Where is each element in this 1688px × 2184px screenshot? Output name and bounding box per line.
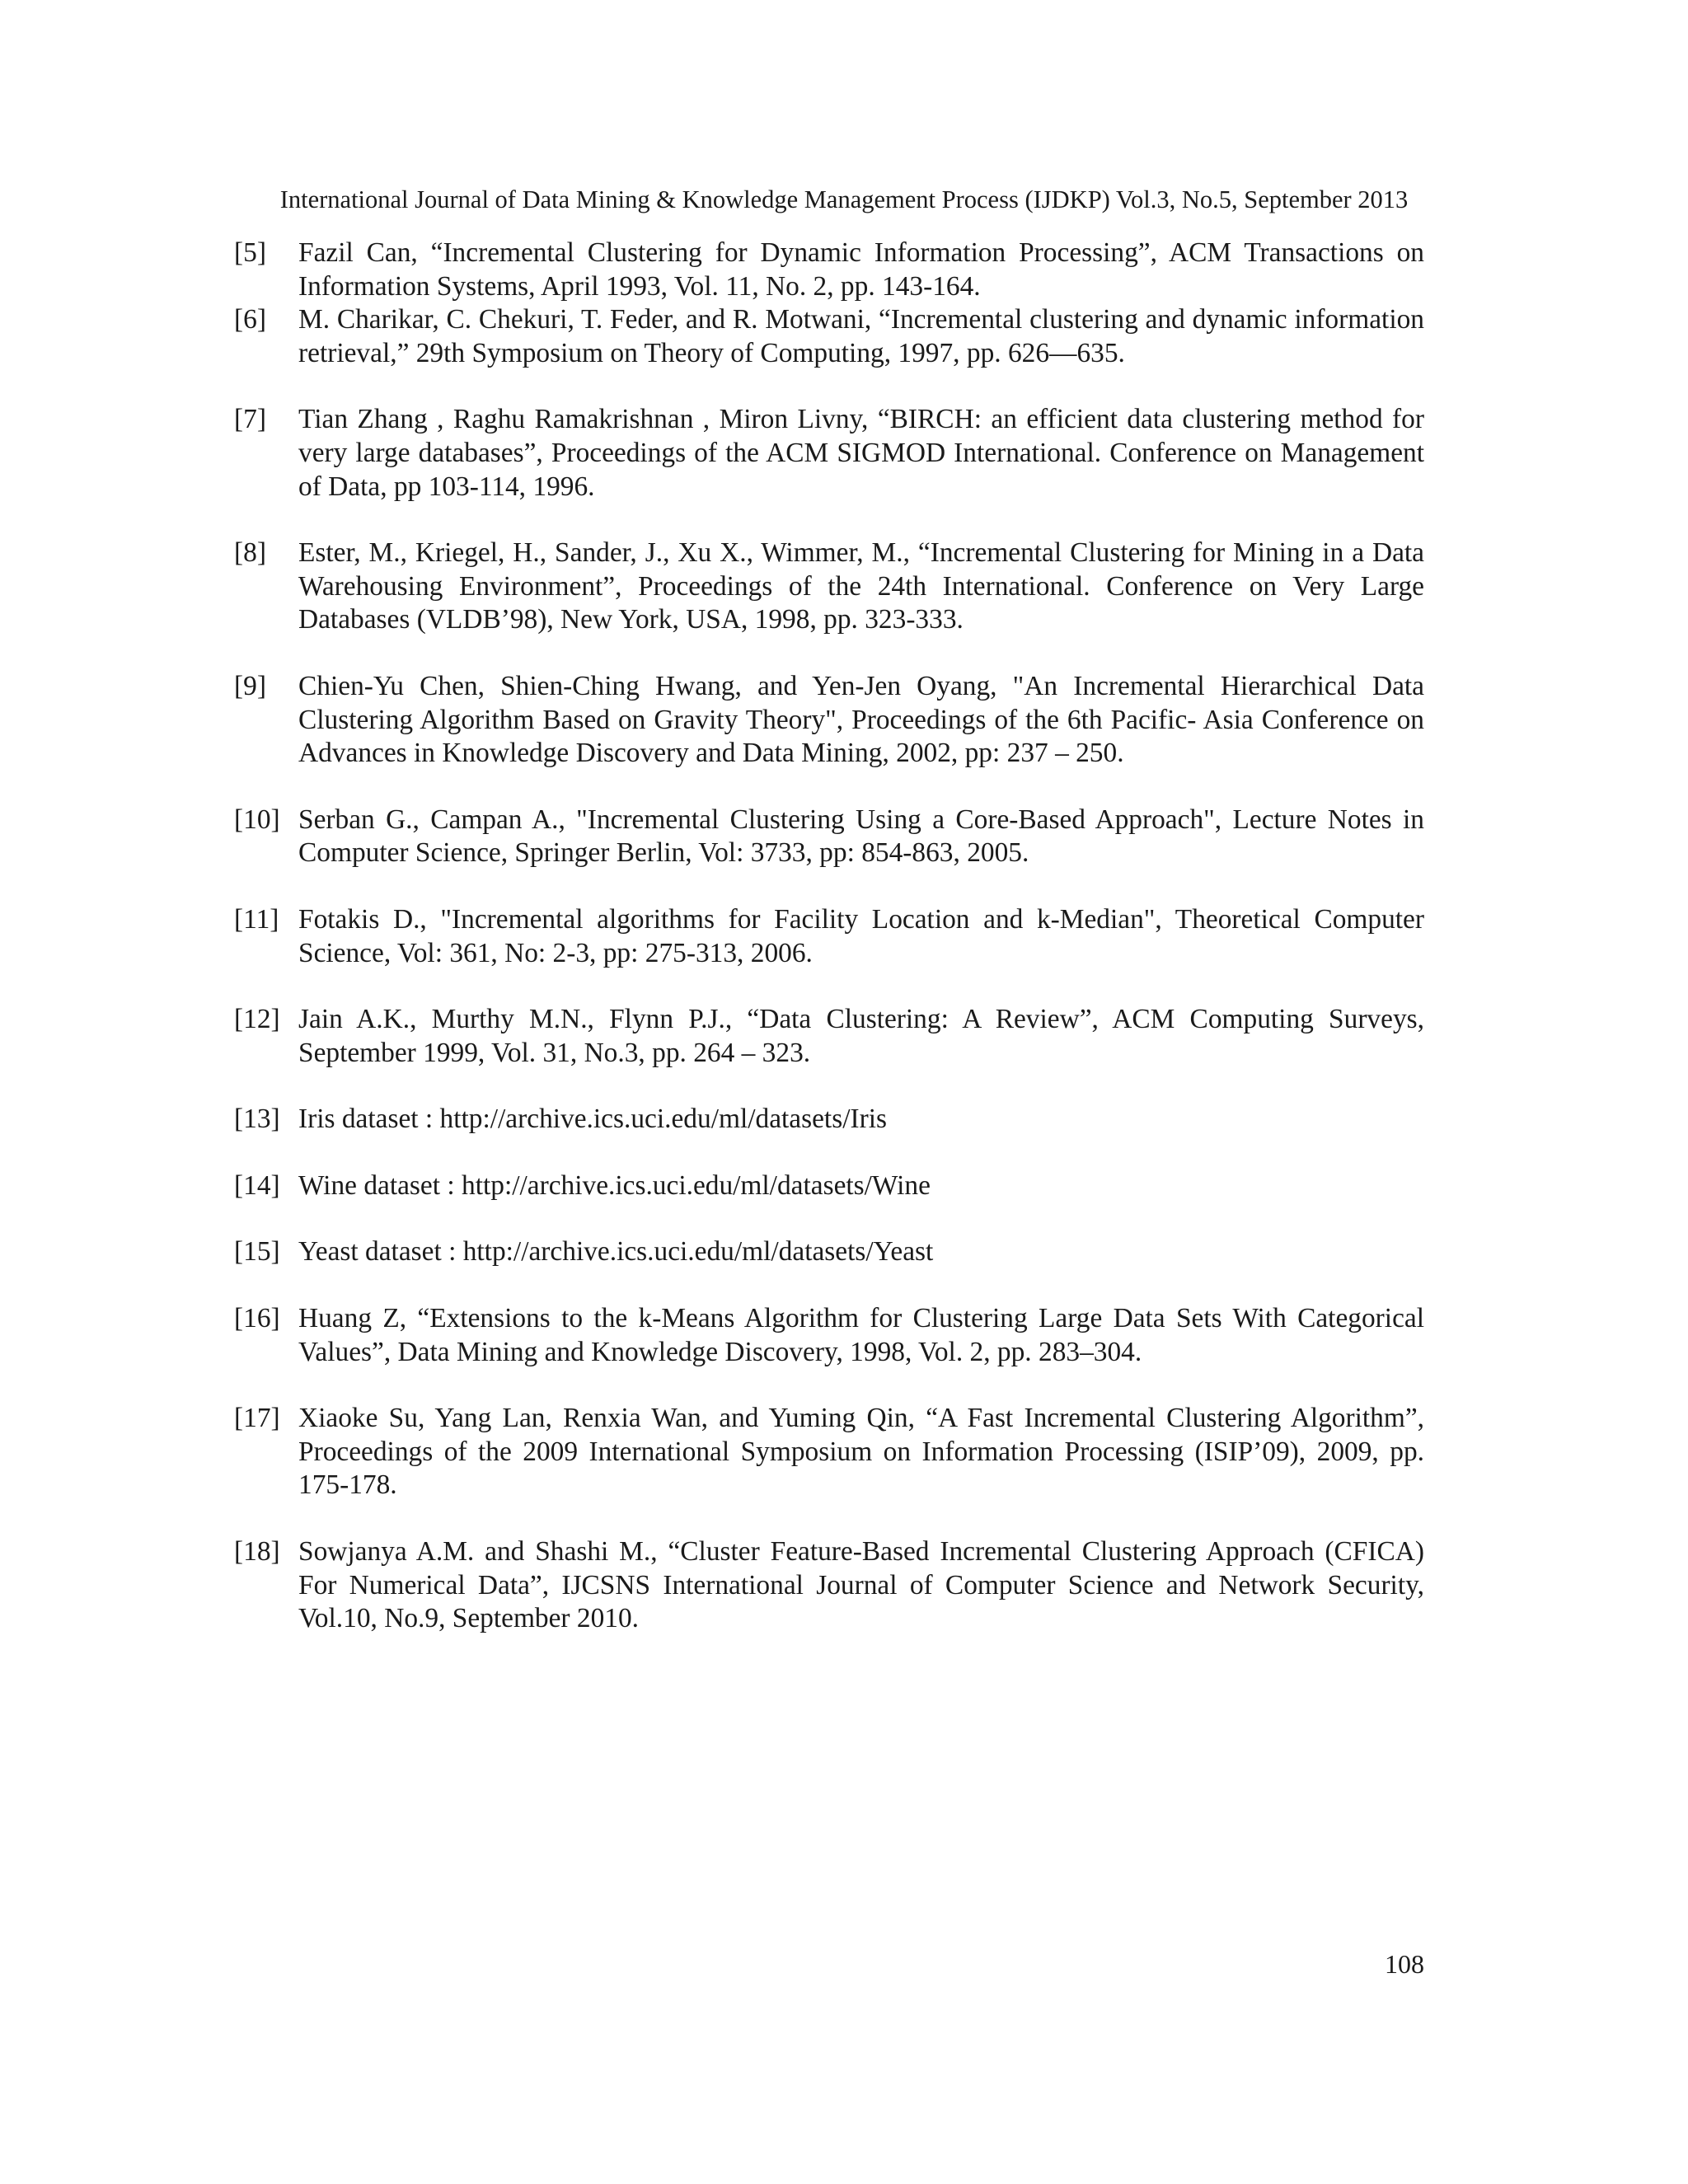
reference-list	[234, 237, 1424, 1636]
page-number: 108	[1385, 1949, 1424, 1979]
reference-text: Wine dataset : http://archive.ics.uci.edu/ml/datasets/Wine	[298, 1169, 931, 1201]
reference-number: [8]	[234, 537, 266, 569]
reference-text: Chien-Yu Chen, Shien-Ching Hwang, and Yen-Jen Oyang, "An Incremental Hierarchical Data Clustering Algorithm Based on Gravity Theory", Proceedings of the 6th Pacific- Asia Conference on Advances in Knowledge Discovery and Data Mining, 2002, pp: 237 – 250.	[298, 670, 1424, 769]
running-header: International Journal of Data Mining & Knowledge Management Process (IJDKP) Vol.3, No.5, September 2013	[279, 185, 1409, 213]
reference-item	[234, 1169, 1424, 1203]
reference-text: Yeast dataset : http://archive.ics.uci.edu/ml/datasets/Yeast	[298, 1236, 934, 1268]
reference-item	[234, 537, 1424, 637]
reference-number: [11]	[234, 903, 279, 935]
reference-item	[234, 1003, 1424, 1070]
reference-number: [12]	[234, 1004, 280, 1035]
reference-number: [7]	[234, 404, 266, 435]
reference-item	[234, 670, 1424, 771]
reference-item	[234, 1103, 1424, 1137]
reference-number: [13]	[234, 1104, 280, 1135]
reference-text: Iris dataset : http://archive.ics.uci.edu/ml/datasets/Iris	[298, 1104, 887, 1135]
reference-item	[234, 303, 1424, 370]
reference-text: Fotakis D., "Incremental algorithms for Facility Location and k-Median", Theoretical Computer Science, Vol: 361, No: 2-3, pp: 275-313, 2006.	[298, 903, 1424, 968]
reference-number: [6]	[234, 304, 266, 335]
reference-number: [18]	[234, 1536, 280, 1568]
reference-number: [14]	[234, 1169, 280, 1201]
reference-text: Fazil Can, “Incremental Clustering for Dynamic Information Processing”, ACM Transactions on Information Systems, April 1993, Vol. 11, No. 2, pp. 143-164.	[298, 237, 1424, 302]
reference-item	[234, 237, 1424, 303]
reference-text: Sowjanya A.M. and Shashi M., “Cluster Feature-Based Incremental Clustering Approach (CFICA) For Numerical Data”, IJCSNS International Journal of Computer Science and Network Security, Vol.10, No.9, September 2010.	[298, 1536, 1424, 1634]
reference-text: M. Charikar, C. Chekuri, T. Feder, and R. Motwani, “Incremental clustering and dynamic information retrieval,” 29th Symposium on Theory of Computing, 1997, pp. 626—635.	[298, 304, 1424, 368]
reference-number: [16]	[234, 1303, 280, 1334]
reference-item	[234, 1302, 1424, 1369]
reference-item	[234, 1235, 1424, 1269]
reference-item	[234, 1402, 1424, 1502]
reference-text: Tian Zhang , Raghu Ramakrishnan , Miron Livny, “BIRCH: an efficient data clustering method for very large databases”, Proceedings of the ACM SIGMOD International. Conference on Management of Data, pp 103-114, 1996.	[298, 404, 1424, 502]
reference-item	[234, 1535, 1424, 1636]
reference-text: Ester, M., Kriegel, H., Sander, J., Xu X., Wimmer, M., “Incremental Clustering for Mining in a Data Warehousing Environment”, Proceedings of the 24th International. Conference on Very Large Databases (VLDB’98), New York, USA, 1998, pp. 323-333.	[298, 537, 1424, 635]
reference-text: Serban G., Campan A., "Incremental Clustering Using a Core-Based Approach", Lecture Notes in Computer Science, Springer Berlin, Vol: 3733, pp: 854-863, 2005.	[298, 804, 1424, 869]
reference-number: [17]	[234, 1403, 280, 1434]
reference-text: Xiaoke Su, Yang Lan, Renxia Wan, and Yuming Qin, “A Fast Incremental Clustering Algorithm”, Proceedings of the 2009 International Symposium on Information Processing (ISIP’09), 2009, pp. 175-178.	[298, 1403, 1424, 1501]
reference-text: Huang Z, “Extensions to the k-Means Algorithm for Clustering Large Data Sets With Categorical Values”, Data Mining and Knowledge Discovery, 1998, Vol. 2, pp. 283–304.	[298, 1303, 1424, 1367]
reference-item	[234, 903, 1424, 970]
reference-text: Jain A.K., Murthy M.N., Flynn P.J., “Data Clustering: A Review”, ACM Computing Surveys, September 1999, Vol. 31, No.3, pp. 264 – 323.	[298, 1004, 1424, 1068]
reference-item	[234, 804, 1424, 870]
reference-number: [15]	[234, 1236, 280, 1268]
reference-item	[234, 403, 1424, 504]
reference-number: [10]	[234, 804, 280, 835]
reference-number: [9]	[234, 670, 266, 701]
reference-number: [5]	[234, 237, 266, 268]
